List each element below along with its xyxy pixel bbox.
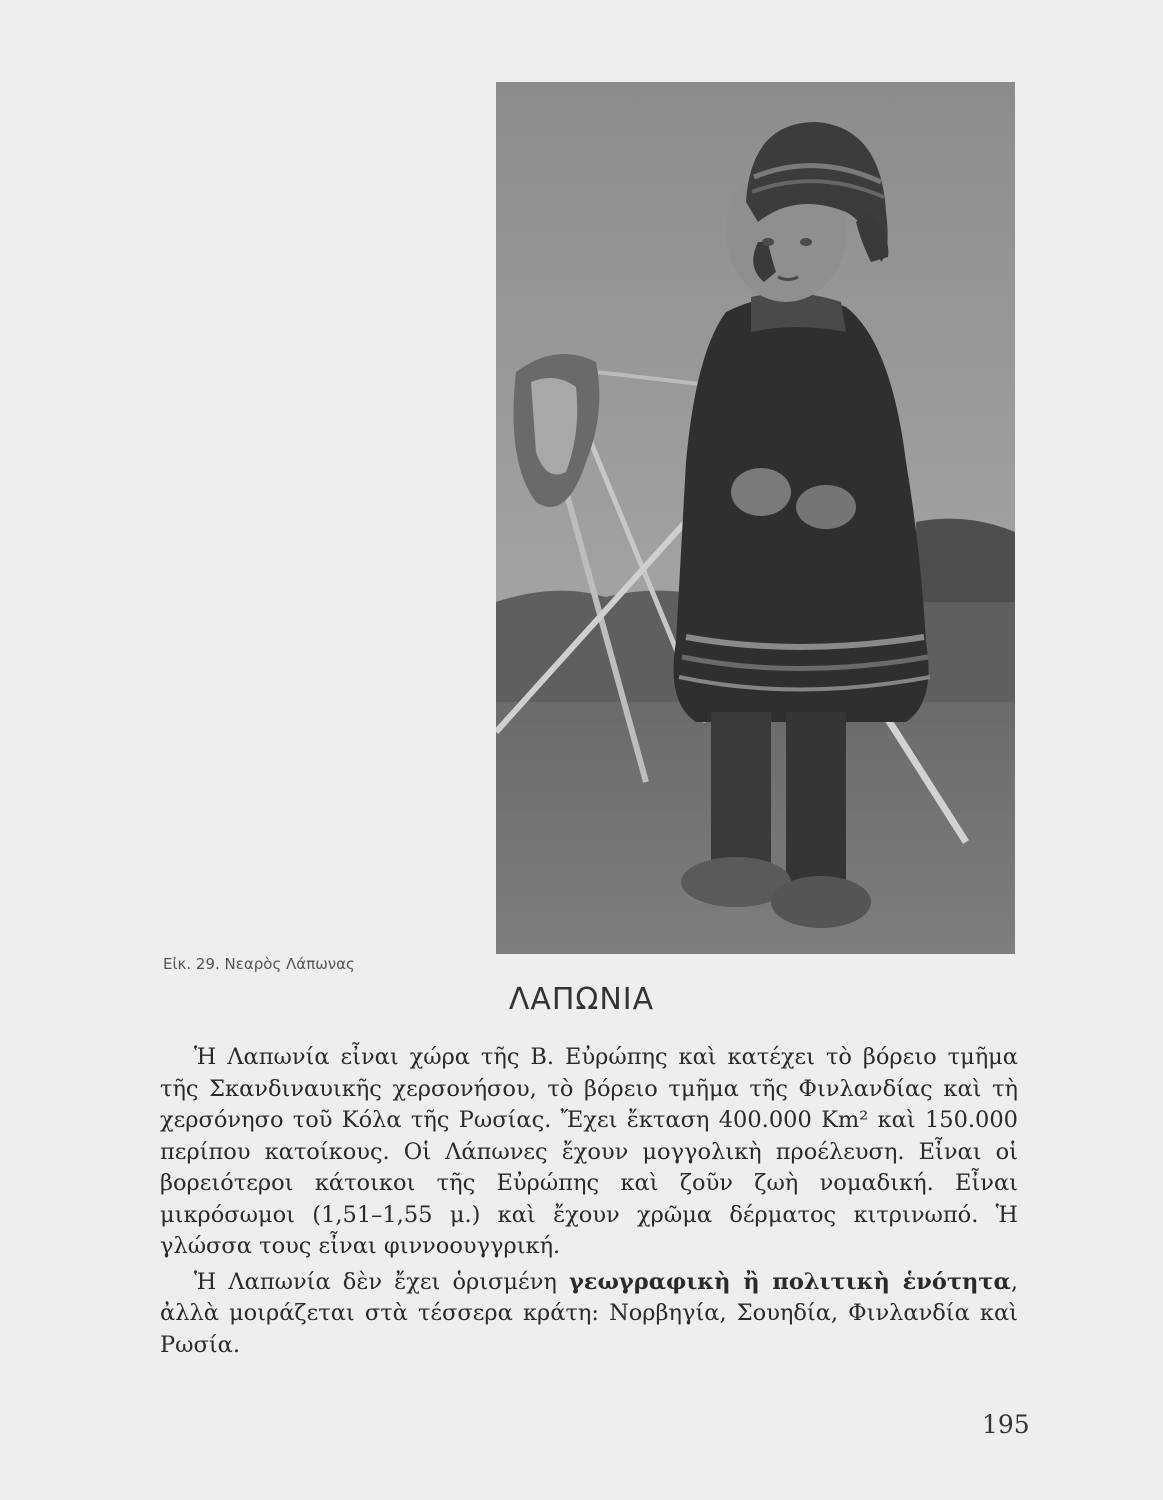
photo-illustration [496,82,1015,954]
section-title: ΛΑΠΩΝΙΑ [508,982,655,1017]
page-number: 195 [982,1410,1030,1439]
body-text [160,1042,1018,1365]
figure-caption: Εἰκ. 29. Νεαρὸς Λάπωνας [163,955,355,973]
photo-young-lapp-child [496,82,1015,954]
paragraph-2-start: Ἡ Λαπωνία δὲν ἔχει ὁρισμένη [194,1268,569,1295]
paragraph-2 [160,1267,1018,1362]
paragraph-1: Ἡ Λαπωνία εἶναι χώρα τῆς Β. Εὐρώπης καὶ κατέχει τὸ βόρειο τμῆμα τῆς Σκανδιναυικῆς χερσονήσου, τὸ βόρειο τμῆμα τῆς Φινλανδίας καὶ τὴ χερσόνησο τοῦ Κόλα τῆς Ρωσίας. Ἔχει ἔκταση 400.000 Km² καὶ 150.000 περίπου κατοίκους. Οἱ Λάπωνες ἔχουν μογγολικὴ προέλευση. Εἶναι οἱ βορειότεροι κάτοικοι τῆς Εὐρώπης καὶ ζοῦν ζωὴ νομαδική. Εἶναι μικρόσωμοι (1,51–1,55 μ.) καὶ ἔχουν χρῶμα δέρματος κιτρινωπό. Ἡ γλώσσα τους εἶναι φιννοουγγρική. [160,1044,1018,1259]
paragraph-2-end: , ἀλλὰ μοιράζεται στὰ τέσσερα κράτη: Νορβηγία, Σουηδία, Φινλανδία καὶ Ρωσία. [160,1268,1018,1358]
paragraph-2-bold: γεωγραφικὴ ἢ πολιτικὴ ἑνότητα [568,1268,1011,1295]
